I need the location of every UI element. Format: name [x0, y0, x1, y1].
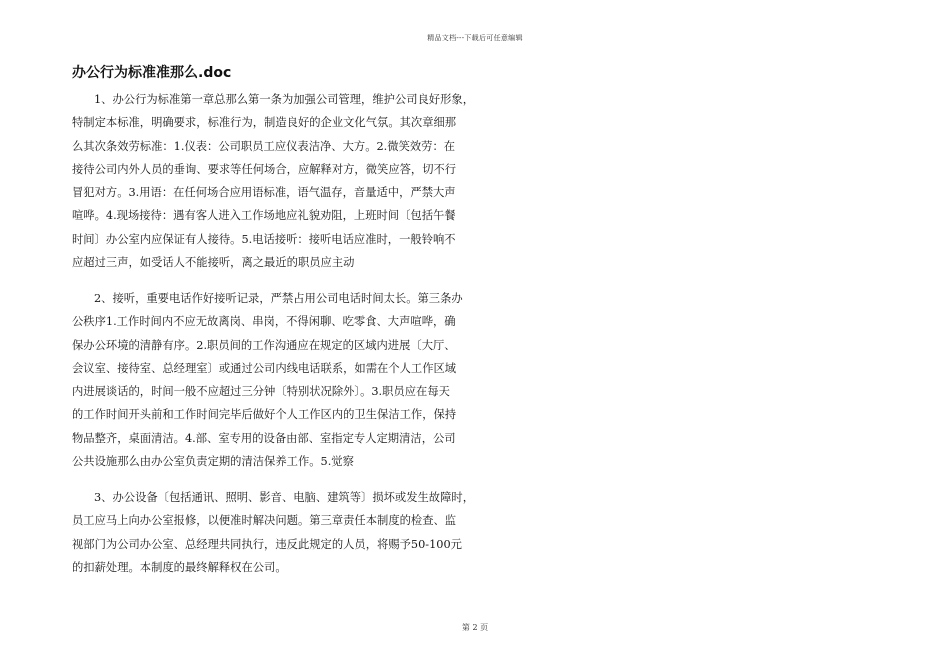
text-line: 么其次条效劳标准：1.仪表：公司职员工应仪表洁净、大方。2.微笑效劳：在	[72, 139, 456, 153]
text-line: 视部门为公司办公室、总经理共同执行，违反此规定的人员，将赐予50-100元	[72, 537, 462, 551]
page-header: 精品文档---下载后可任意编辑	[427, 34, 523, 42]
text-line: 应超过三声，如受话人不能接听，离之最近的职员应主动	[72, 256, 355, 270]
text-line: 会议室、接待室、总经理室〕或通过公司内线电话联系，如需在个人工作区域	[72, 361, 457, 375]
text-line: 公共设施那么由办公室负责定期的清洁保养工作。5.觉察	[72, 455, 354, 469]
text-line: 3、办公设备〔包括通讯、照明、影音、电脑、建筑等〕损坏或发生故障时，	[94, 491, 474, 504]
text-line: 物品整齐，桌面清洁。4.部、室专用的设备由部、室指定专人定期清洁，公司	[72, 431, 456, 445]
text-line: 的工作时间开头前和工作时间完毕后做好个人工作区内的卫生保洁工作，保持	[72, 408, 457, 422]
paragraph-2	[72, 287, 472, 473]
text-line: 特制定本标准，明确要求，标准行为，制造良好的企业文化气氛。其次章细那	[72, 116, 457, 130]
text-line: 1、办公行为标准第一章总那么第一条为加强公司管理，维护公司良好形象，	[94, 93, 474, 106]
text-line: 时间〕办公室内应保证有人接待。5.电话接听：接听电话应准时，一般铃响不	[72, 232, 456, 246]
text-line: 的扣薪处理。本制度的最终解释权在公司。	[72, 560, 287, 574]
text-line: 2、接听，重要电话作好接听记录，严禁占用公司电话时间太长。第三条办	[94, 292, 463, 305]
text-line: 冒犯对方。3.用语：在任何场合应用语标准，语气温存，音量适中，严禁大声	[72, 186, 456, 200]
text-line: 喧哗。4.现场接待：遇有客人进入工作场地应礼貌劝阻，上班时间〔包括午餐	[72, 209, 456, 223]
text-line: 接待公司内外人员的垂询、要求等任何场合，应解释对方，微笑应答，切不行	[72, 162, 457, 176]
text-line: 员工应马上向办公室报修，以便准时解决问题。第三章责任本制度的检查、监	[72, 514, 457, 528]
text-line: 保办公环境的清静有序。2.职员间的工作沟通应在规定的区域内进展〔大厅、	[72, 338, 456, 352]
document-title: 办公行为标准准那么.doc	[72, 65, 232, 81]
paragraph-3	[72, 486, 472, 579]
paragraph-1	[72, 88, 472, 274]
page-number: 第 2 页	[461, 623, 489, 632]
text-line: 公秩序1.工作时间内不应无故离岗、串岗，不得闲聊、吃零食、大声喧哗，确	[72, 315, 456, 329]
text-line: 内进展谈话的，时间一般不应超过三分钟〔特别状况除外〕。3.职员应在每天	[72, 385, 450, 399]
